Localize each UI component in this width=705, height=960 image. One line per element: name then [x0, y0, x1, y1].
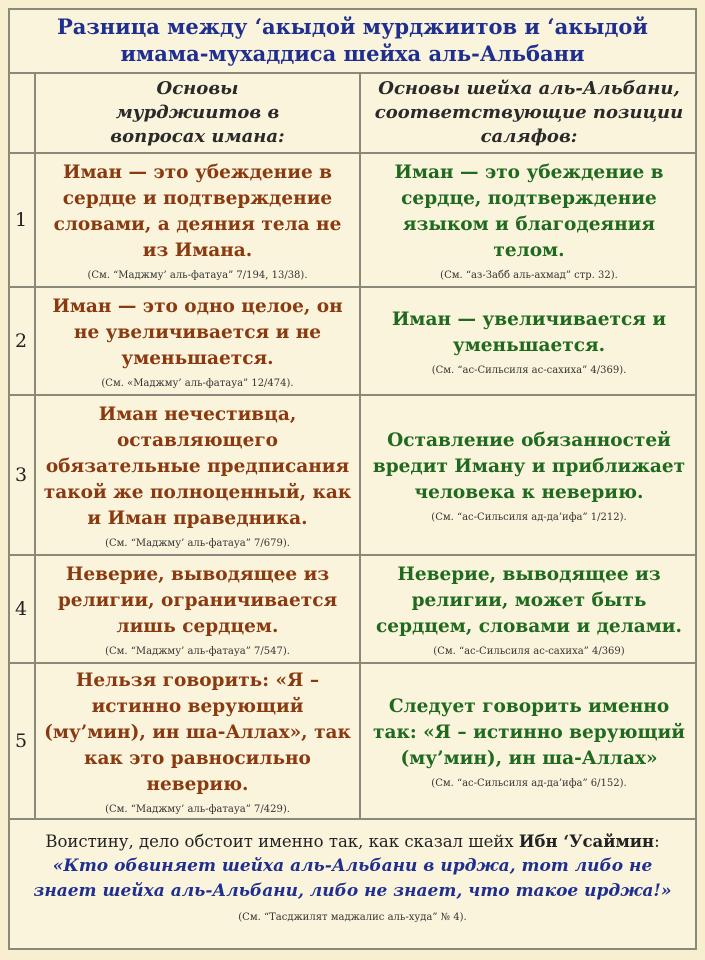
table-row — [8, 288, 697, 396]
table-row — [8, 556, 697, 664]
murjia-cell — [36, 154, 361, 286]
table-row — [8, 664, 697, 820]
header-murjia — [36, 74, 361, 152]
murjia-text: Иман нечестивца, оставляющего обязательные предписания такой же полноценный, как и Иман праведника. — [43, 403, 352, 529]
table-row — [8, 396, 697, 556]
murjia-reference: (См. “Маджму’ аль-фатауа” 7/194, 13/38). — [87, 269, 308, 281]
murjia-reference: (См. “Маджму’ аль-фатауа” 7/429). — [105, 803, 290, 815]
table-row — [8, 154, 697, 288]
row-number: 5 — [8, 664, 36, 818]
page-title: Разница между ‘акыдой мурджиитов и ‘акыдой имама-мухаддиса шейха аль-Альбани — [8, 8, 697, 74]
albani-text: Оставление обязанностей вредит Иману и приближает человека к неверию. — [372, 429, 686, 503]
closing-quote — [8, 820, 697, 950]
albani-cell — [361, 288, 697, 394]
murjia-reference: (См. “Маджму’ аль-фатауа” 7/679). — [105, 537, 290, 549]
albani-cell — [361, 396, 697, 554]
albani-reference: (См. “ас-Сильсиля ад-да’ифа” 1/212). — [431, 511, 627, 523]
header-albani — [361, 74, 697, 152]
murjia-reference: (См. “Маджму’ аль-фатауа” 7/547). — [105, 645, 290, 657]
albani-text: Следует говорить именно так: «Я – истинно верующий (му’мин), ин ша-Аллах» — [373, 695, 685, 769]
quote-reference: (См. “Тасджилят маджалис аль-худа” № 4). — [238, 912, 467, 923]
table-header-row — [8, 74, 697, 154]
albani-reference: (См. “аз-Забб аль-ахмад” стр. 32). — [440, 269, 618, 281]
murjia-cell — [36, 288, 361, 394]
albani-cell — [361, 556, 697, 662]
quote-text: «Кто обвиняет шейха аль-Альбани в ирджа, тот либо не знает шейха аль-Альбани, либо не знает, что такое ирджа!» — [33, 856, 672, 901]
murjia-text: Неверие, выводящее из религии, ограничивается лишь сердцем. — [57, 563, 338, 637]
albani-text: Неверие, выводящее из религии, может быть сердцем, словами и делами. — [376, 563, 682, 637]
quote-intro-end: : — [654, 832, 660, 851]
row-number: 4 — [8, 556, 36, 662]
row-number: 1 — [8, 154, 36, 286]
albani-reference: (См. “ас-Сильсиля ас-сахиха” 4/369) — [433, 645, 625, 657]
comparison-table — [8, 74, 697, 820]
albani-cell — [361, 664, 697, 818]
row-number: 2 — [8, 288, 36, 394]
number-header-cell — [8, 74, 36, 152]
albani-reference: (См. “ас-Сильсиля ас-сахиха” 4/369). — [431, 364, 627, 376]
quote-intro — [20, 830, 685, 854]
murjia-text: Нельзя говорить: «Я – истинно верующий (му’мин), ин ша-Аллах», так как это равносильно неверию. — [44, 669, 351, 795]
albani-text: Иман — увеличивается и уменьшается. — [391, 308, 667, 356]
albani-text: Иман — это убеждение в сердце, подтверждение языком и благодеяния телом. — [394, 161, 664, 261]
murjia-text: Иман — это одно целое, он не увеличивается и не уменьшается. — [52, 295, 343, 369]
quote-intro-text: Воистину, дело обстоит именно так, как сказал шейх — [45, 832, 519, 851]
murjia-cell — [36, 396, 361, 554]
header-murjia-text: Основы мурджиитов в вопросах имана: — [110, 78, 285, 147]
murjia-cell — [36, 664, 361, 818]
albani-reference: (См. “ас-Сильсиля ад-да’ифа” 6/152). — [431, 777, 627, 789]
row-number: 3 — [8, 396, 36, 554]
murjia-reference: (См. «Маджму’ аль-фатауа” 12/474). — [101, 377, 294, 389]
albani-cell — [361, 154, 697, 286]
quote-author: Ибн ‘Усаймин — [518, 832, 655, 851]
header-albani-text: Основы шейха аль-Альбани, соответствующие позиции саляфов: — [374, 78, 684, 147]
murjia-cell — [36, 556, 361, 662]
murjia-text: Иман — это убеждение в сердце и подтверждение словами, а деяния тела не из Имана. — [53, 161, 342, 261]
